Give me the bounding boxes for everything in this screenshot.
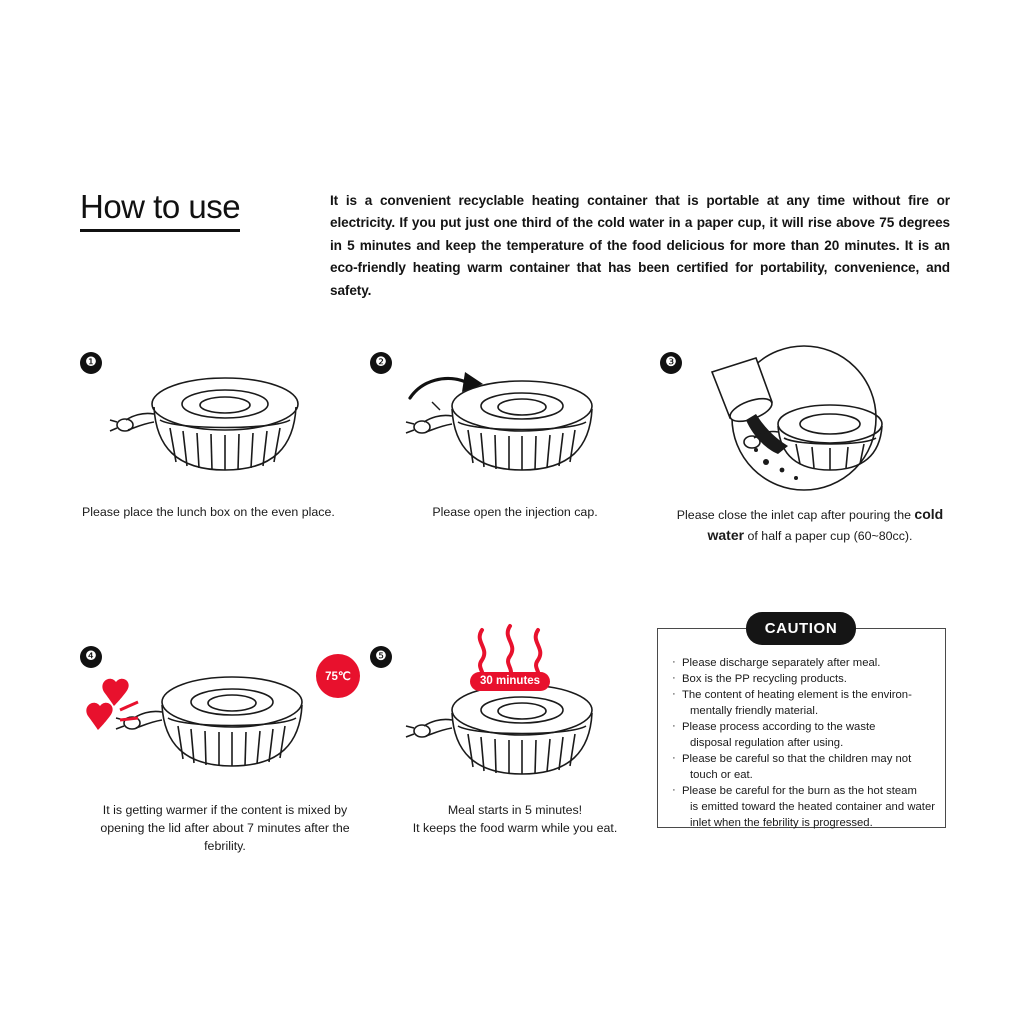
step-1-illustration <box>80 358 370 498</box>
temperature-badge: 75℃ <box>316 654 360 698</box>
step-3-caption-bold: cold water <box>707 506 944 543</box>
heat-burst-icon <box>86 679 138 730</box>
caution-title: CAUTION <box>746 612 856 645</box>
step-4-badge: ❹ <box>80 646 102 668</box>
caution-item: · Please be careful so that the children may not <box>672 751 935 767</box>
step-3-caption <box>660 504 960 546</box>
caution-item-cont: is emitted toward the heated container and water inlet when the febrility is progressed. <box>690 801 935 830</box>
step-2-badge: ❷ <box>370 352 392 374</box>
intro-paragraph: It is a convenient recyclable heating container that is portable at any time without fire or electricity. If you put just one third of the cold water in a paper cup, it will rise above 75 degrees in 5 minutes and keep the temperature of the food delicious for more than 20 minutes. It is an eco-friendly heating warm container that has been certified for portability, convenience, and safety. <box>330 193 950 298</box>
step-2-illustration <box>370 358 660 498</box>
caution-box <box>657 628 946 828</box>
step-1 <box>80 352 370 596</box>
caution-item-cont: touch or eat. <box>690 769 753 782</box>
step-3-caption-before: Please close the inlet cap after pouring the <box>676 508 915 522</box>
step-2-caption: Please open the injection cap. <box>432 505 598 519</box>
steps-row-1 <box>80 352 950 596</box>
header <box>80 186 950 302</box>
step-1-badge: ❶ <box>80 352 102 374</box>
step-5-caption <box>370 802 660 838</box>
step-4-caption: It is getting warmer if the content is mixed by opening the lid after about 7 minutes after the febrility. <box>100 803 350 853</box>
step-3-badge: ❸ <box>660 352 682 374</box>
caution-item: · Please be careful for the burn as the hot steam <box>672 783 935 799</box>
step-2 <box>370 352 660 596</box>
step-5-caption-line2: It keeps the food warm while you eat. <box>412 820 618 835</box>
step-3-caption-after: of half a paper cup (60~80cc). <box>744 528 913 543</box>
step-1-caption: Please place the lunch box on the even place. <box>82 505 335 519</box>
step-3-illustration <box>660 358 950 498</box>
step-5 <box>370 644 660 894</box>
step-4 <box>80 644 370 894</box>
caution-item: · Box is the PP recycling products. <box>672 671 935 687</box>
title-wrap <box>80 186 330 232</box>
caution-list <box>672 655 935 831</box>
caution-item-cont: mentally friendly material. <box>690 705 819 718</box>
step-3 <box>660 352 950 596</box>
step-5-caption-line1: Meal starts in 5 minutes! <box>447 803 583 817</box>
time-badge: 30 minutes <box>470 672 550 691</box>
caution-item: · The content of heating element is the environ- <box>672 687 935 703</box>
caution-item-cont: disposal regulation after using. <box>690 737 844 750</box>
caution-item: · Please discharge separately after meal. <box>672 655 935 671</box>
caution-item: · Please process according to the waste <box>672 719 935 735</box>
step-5-illustration <box>370 650 660 790</box>
step-5-badge: ❺ <box>370 646 392 668</box>
page-title: How to use <box>80 190 240 232</box>
